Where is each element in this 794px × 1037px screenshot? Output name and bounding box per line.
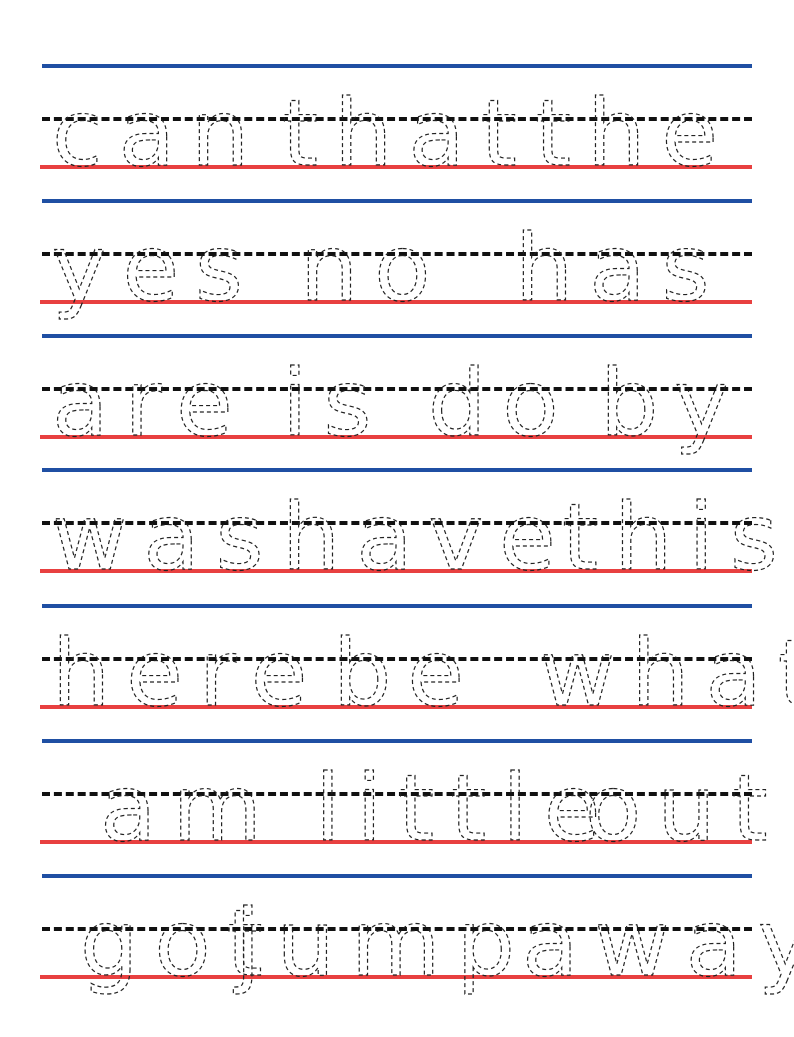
- trace-word: [333, 622, 563, 767]
- top-guide-line: [42, 874, 752, 878]
- trace-word-svg: [52, 622, 282, 752]
- trace-word: [282, 486, 512, 631]
- trace-word: [562, 486, 792, 631]
- trace-word: [300, 217, 530, 362]
- trace-word: [282, 82, 512, 227]
- trace-word-svg: [235, 892, 465, 1022]
- trace-word-text: [282, 484, 572, 591]
- trace-word-text: [540, 620, 794, 727]
- trace-word: [235, 892, 465, 1037]
- top-guide-line: [42, 604, 752, 608]
- trace-word-text: [535, 80, 734, 187]
- trace-word: [52, 622, 282, 767]
- trace-word-svg: [585, 757, 794, 887]
- trace-word-svg: [522, 892, 752, 1022]
- trace-word-svg: [52, 217, 282, 347]
- trace-word-svg: [515, 217, 745, 347]
- trace-word: [52, 82, 282, 227]
- trace-word-svg: [600, 352, 794, 482]
- trace-word: [52, 352, 282, 497]
- trace-word-svg: [52, 352, 282, 482]
- trace-word-svg: [52, 82, 282, 212]
- trace-word-text: [585, 755, 784, 862]
- trace-word-text: [428, 350, 575, 457]
- trace-word-text: [52, 620, 323, 727]
- trace-word-svg: [540, 622, 770, 752]
- top-guide-line: [42, 739, 752, 743]
- trace-word: [52, 486, 282, 631]
- trace-word-svg: [282, 82, 512, 212]
- trace-word-svg: [100, 757, 330, 887]
- trace-word-text: [52, 484, 280, 591]
- trace-word-text: [600, 350, 745, 457]
- trace-word-svg: [535, 82, 765, 212]
- trace-word-text: [282, 80, 533, 187]
- trace-word-svg: [333, 622, 563, 752]
- trace-word-text: [233, 890, 531, 997]
- trace-word-text: [333, 620, 480, 727]
- trace-word: [515, 217, 745, 362]
- trace-word-svg: [562, 486, 792, 616]
- trace-word: [585, 757, 794, 902]
- trace-word-text: [52, 80, 265, 187]
- trace-word: [535, 82, 765, 227]
- trace-word: [52, 217, 282, 362]
- trace-word-text: [300, 215, 447, 322]
- trace-word-text: [52, 350, 249, 457]
- trace-word: [540, 622, 770, 767]
- top-guide-line: [42, 199, 752, 203]
- trace-word-text: [562, 484, 794, 591]
- trace-word: [315, 757, 545, 902]
- trace-word: [600, 352, 794, 497]
- trace-word-text: [315, 755, 616, 862]
- trace-word-text: [515, 215, 726, 322]
- trace-word-svg: [315, 757, 545, 887]
- trace-word-text: [282, 350, 388, 457]
- trace-word-text: [52, 215, 259, 322]
- trace-word-svg: [300, 217, 530, 347]
- trace-word-text: [522, 890, 794, 997]
- top-guide-line: [42, 64, 752, 68]
- top-guide-line: [42, 468, 752, 472]
- trace-word-svg: [282, 486, 512, 616]
- trace-word-text: [100, 755, 278, 862]
- top-guide-line: [42, 334, 752, 338]
- trace-word: [100, 757, 330, 902]
- trace-word: [522, 892, 752, 1037]
- trace-word-svg: [52, 486, 282, 616]
